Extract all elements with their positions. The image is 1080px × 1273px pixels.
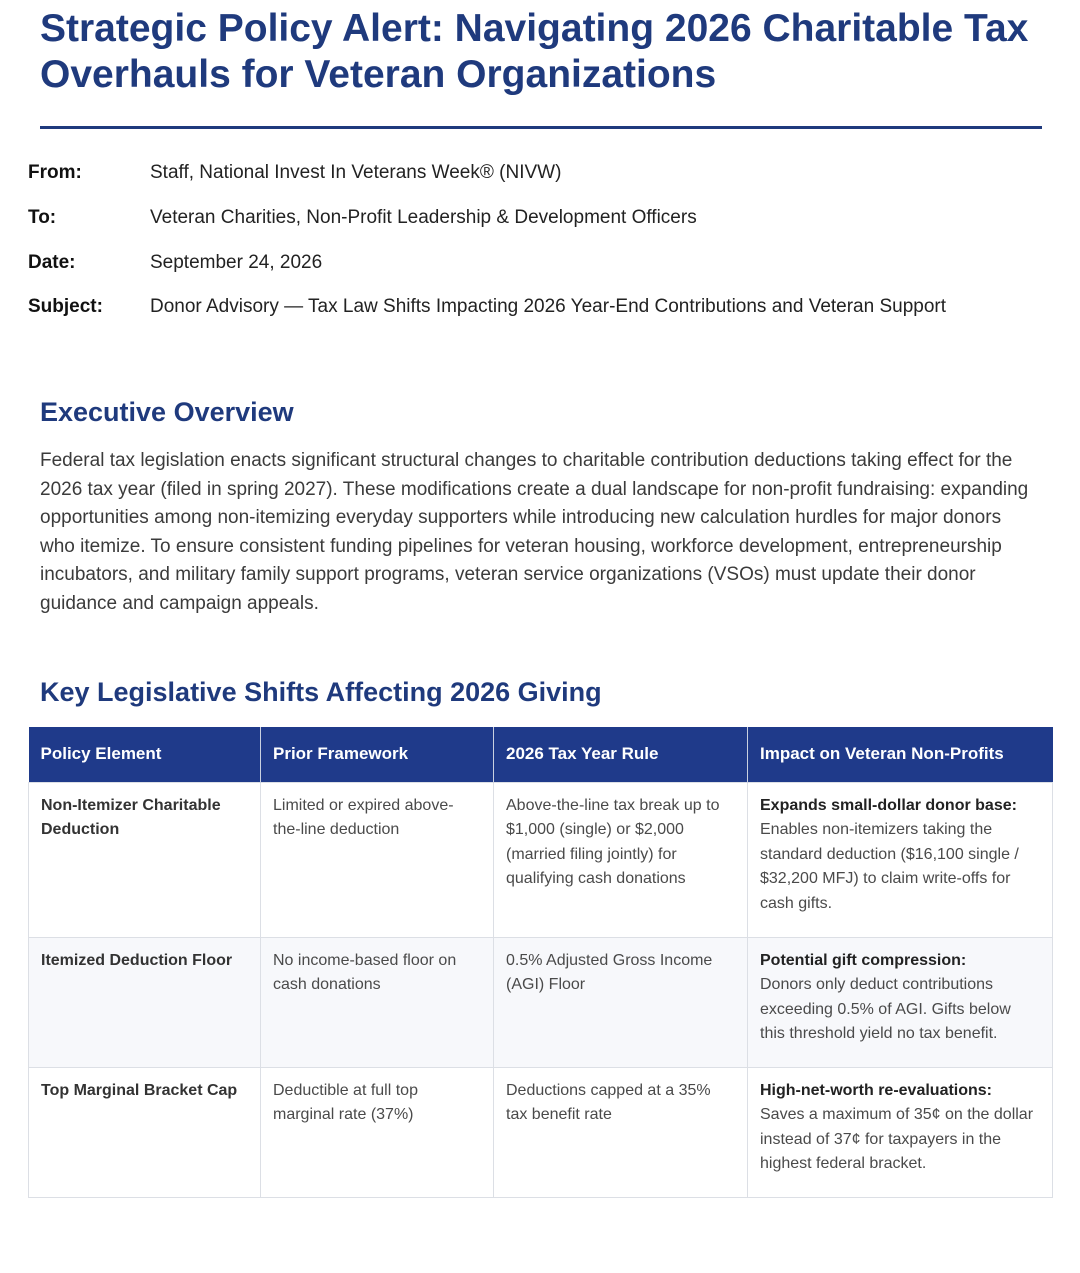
overview-heading: Executive Overview xyxy=(40,397,294,427)
rule-cell: Deductions capped at a 35% tax benefit rate xyxy=(494,1067,748,1197)
rule-cell: 0.5% Adjusted Gross Income (AGI) Floor xyxy=(494,937,748,1067)
legislative-shifts-table xyxy=(28,727,1053,1198)
prior-framework-cell: No income-based floor on cash donations xyxy=(261,937,494,1067)
impact-headline: Potential gift compression: xyxy=(760,951,967,969)
column-header-policy-element: Policy Element xyxy=(29,727,261,782)
column-header-prior-framework: Prior Framework xyxy=(261,727,494,782)
table-header-row xyxy=(29,727,1053,782)
memo-subject-label: Subject: xyxy=(28,296,103,317)
policy-element-cell: Non-Itemizer Charitable Deduction xyxy=(29,782,261,937)
rule-cell: Above-the-line tax break up to $1,000 (single) or $2,000 (married filing jointly) for qualifying cash donations xyxy=(494,782,748,937)
prior-framework-cell: Limited or expired above-the-line deduction xyxy=(261,782,494,937)
impact-cell xyxy=(748,782,1053,937)
impact-detail: Saves a maximum of 35¢ on the dollar instead of 37¢ for taxpayers in the highest federal bracket. xyxy=(760,1106,1034,1172)
policy-element-cell: Top Marginal Bracket Cap xyxy=(29,1067,261,1197)
page-title: Strategic Policy Alert: Navigating 2026 Charitable Tax Overhauls for Veteran Organizations xyxy=(40,7,1029,96)
column-header-2026-rule: 2026 Tax Year Rule xyxy=(494,727,748,782)
memo-date-value: September 24, 2026 xyxy=(150,252,323,273)
column-header-impact: Impact on Veteran Non-Profits xyxy=(748,727,1053,782)
policy-element-cell: Itemized Deduction Floor xyxy=(29,937,261,1067)
memo-date-label: Date: xyxy=(28,252,76,273)
impact-cell xyxy=(748,937,1053,1067)
table-row xyxy=(29,1067,1053,1197)
table-row xyxy=(29,937,1053,1067)
memo-date-row xyxy=(28,250,1068,276)
impact-detail: Donors only deduct contributions exceeding 0.5% of AGI. Gifts below this threshold yield no tax benefit. xyxy=(760,976,1011,1042)
memo-subject-value: Donor Advisory — Tax Law Shifts Impacting 2026 Year-End Contributions and Veteran Support xyxy=(150,296,947,317)
impact-headline: Expands small-dollar donor base: xyxy=(760,796,1017,814)
memo-to-value: Veteran Charities, Non-Profit Leadership & Development Officers xyxy=(150,207,697,228)
table-row xyxy=(29,782,1053,937)
shifts-heading: Key Legislative Shifts Affecting 2026 Giving xyxy=(40,677,602,707)
overview-body: Federal tax legislation enacts significant structural changes to charitable contribution deductions taking effect for the 2026 tax year (filed in spring 2027). These modifications create a dual landscape for non-profit fundraising: expanding opportunities among non-itemizing everyday supporters while introducing new calculation hurdles for major donors who itemize. To ensure consistent funding pipelines for veteran housing, workforce development, entrepreneurship incubators, and military family support programs, veteran service organizations (VSOs) must update their donor guidance and campaign appeals. xyxy=(40,450,1029,614)
memo-subject-row xyxy=(28,294,1068,320)
memo-from-row xyxy=(28,160,1068,186)
impact-cell xyxy=(748,1067,1053,1197)
memo-from-label: From: xyxy=(28,162,82,183)
memo-from-value: Staff, National Invest In Veterans Week® (NIVW) xyxy=(150,162,562,183)
impact-detail: Enables non-itemizers taking the standard deduction ($16,100 single / $32,200 MFJ) to claim write-offs for cash gifts. xyxy=(760,821,1019,912)
memo-to-label: To: xyxy=(28,207,57,228)
impact-headline: High-net-worth re-evaluations: xyxy=(760,1081,993,1099)
memo-to-row xyxy=(28,205,1068,231)
prior-framework-cell: Deductible at full top marginal rate (37%) xyxy=(261,1067,494,1197)
title-divider xyxy=(40,126,1042,129)
